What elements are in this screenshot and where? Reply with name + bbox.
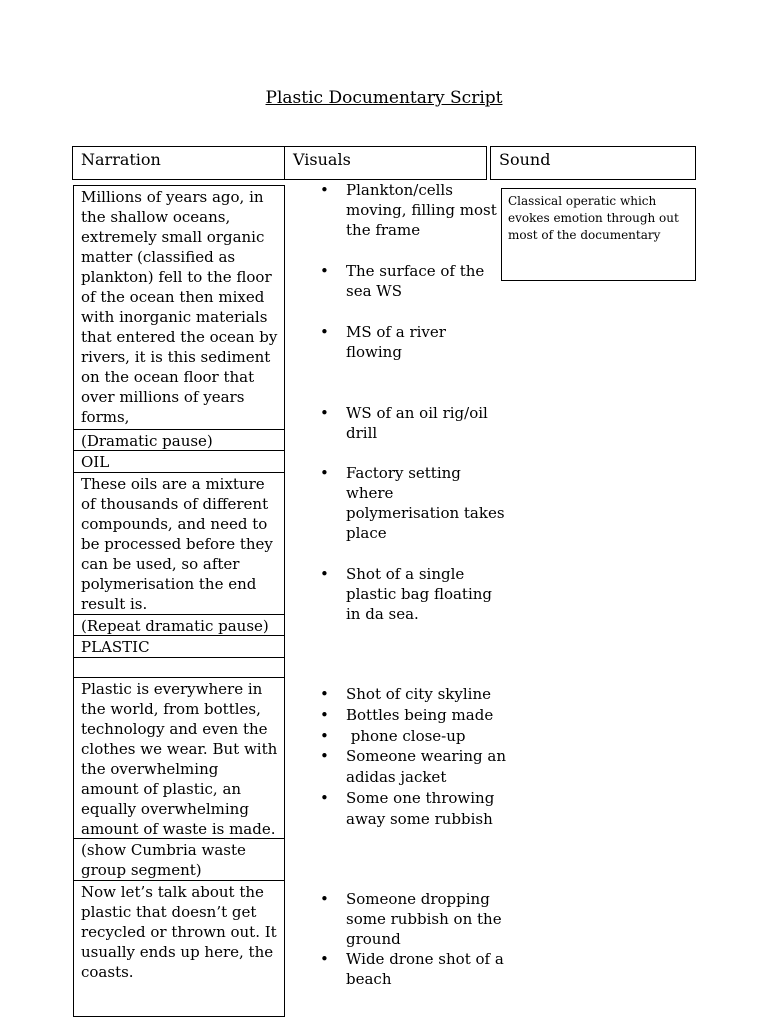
document-title: Plastic Documentary Script	[265, 88, 503, 108]
visuals-list	[320, 261, 506, 301]
visual-item: • Factory setting where polymerisation takes place	[320, 463, 506, 543]
narration-row-dramatic-pause: (Dramatic pause)	[74, 430, 284, 451]
visuals-list	[320, 322, 506, 362]
narration-row-oils: These oils are a mixture of thousands of different compounds, and need to be processed before they can be used, so after polymerisation the end result is.	[74, 473, 284, 615]
visual-item: • phone close-up	[320, 726, 506, 747]
visual-item: • WS of an oil rig/oil drill	[320, 403, 506, 443]
visual-item: • Plankton/cells moving, filling most the frame	[320, 180, 506, 240]
header-visuals: Visuals	[284, 146, 487, 180]
sound-note: Classical operatic which evokes emotion through out most of the documentary	[501, 188, 696, 281]
narration-row-empty	[74, 658, 284, 678]
visual-item: • Someone dropping some rubbish on the ground	[320, 889, 506, 949]
visual-item: • Shot of city skyline	[320, 684, 506, 705]
visual-item: • The surface of the sea WS	[320, 261, 506, 301]
visual-item: • Shot of a single plastic bag floating in da sea.	[320, 564, 506, 624]
narration-row-intro: Millions of years ago, in the shallow oceans, extremely small organic matter (classified as plankton) fell to the floor of the ocean then mixed with inorganic materials that entered the ocean by rivers, it is this sediment on the ocean floor that over millions of years forms,	[74, 186, 284, 430]
visual-item: • Bottles being made	[320, 705, 506, 726]
narration-row-cumbria: (show Cumbria waste group segment)	[74, 839, 284, 881]
visual-item: • Wide drone shot of a beach	[320, 949, 506, 989]
visuals-list	[320, 180, 506, 240]
header-sound: Sound	[490, 146, 696, 180]
visual-item: • MS of a river flowing	[320, 322, 506, 362]
narration-row-repeat-pause: (Repeat dramatic pause)	[74, 615, 284, 636]
visual-item: • Someone wearing an adidas jacket	[320, 746, 506, 788]
visuals-list	[320, 403, 506, 443]
narration-row-everywhere: Plastic is everywhere in the world, from bottles, technology and even the clothes we wear. But with the overwhelming amount of plastic, an equally overwhelming amount of waste is made.	[74, 678, 284, 839]
visuals-list	[320, 463, 506, 543]
narration-row-coasts: Now let’s talk about the plastic that doesn’t get recycled or thrown out. It usually ends up here, the coasts.	[81, 883, 277, 981]
visuals-list	[320, 564, 506, 624]
narration-row-oil: OIL	[74, 451, 284, 473]
visuals-list	[320, 889, 506, 989]
narration-row-plastic: PLASTIC	[74, 636, 284, 658]
visuals-list	[320, 684, 506, 830]
narration-column	[73, 185, 285, 1017]
visual-item: • Some one throwing away some rubbish	[320, 788, 506, 830]
header-narration: Narration	[72, 146, 285, 180]
